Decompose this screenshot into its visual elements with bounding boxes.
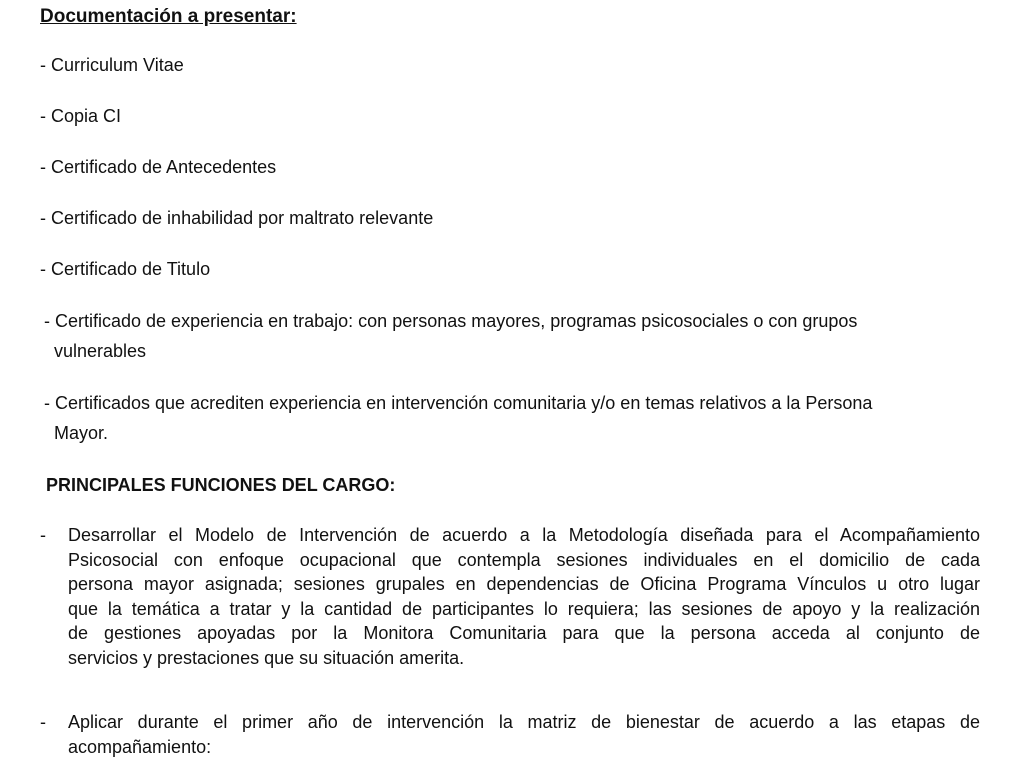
doc-item-inhabilidad: - Certificado de inhabilidad por maltrato relevante [40,208,434,228]
doc-item-copia-ci: - Copia CI [40,106,122,126]
function-line: persona mayor asignada; sesiones grupales en dependencias de Oficina Programa Vínculos u otro lugar [68,574,980,594]
function-line: Psicosocial con enfoque ocupacional que contempla sesiones individuales en el domicilio de cada [68,549,980,570]
doc-item-experiencia-line1: - Certificado de experiencia en trabajo: con personas mayores, programas psicosociales o con grupos [44,311,858,331]
function-item-bullet: - [40,525,46,545]
function-line: de gestiones apoyadas por la Monitora Comunitaria para que la persona acceda al conjunto de [68,623,980,643]
doc-item-comunitaria-line2: Mayor. [54,423,109,443]
function-line: acompañamiento: [68,736,212,757]
doc-item-titulo: - Certificado de Titulo [40,259,211,279]
function-line: Desarrollar el Modelo de Intervención de acuerdo a la Metodología diseñada para el Acompañamiento [68,525,980,545]
doc-item-curriculum: - Curriculum Vitae [40,55,184,75]
function-line: que la temática a tratar y la cantidad de participantes lo requiera; las sesiones de apoyo y la realización [68,598,980,619]
function-item-text [68,523,980,670]
functions-heading: PRINCIPALES FUNCIONES DEL CARGO: [46,475,396,495]
function-item-bullet: - [40,712,46,732]
doc-item-experiencia [44,306,984,366]
doc-item-experiencia-line2: vulnerables [54,341,147,361]
doc-item-comunitaria-line1: - Certificados que acrediten experiencia en intervención comunitaria y/o en temas relativos a la Persona [44,393,873,413]
doc-item-antecedentes: - Certificado de Antecedentes [40,157,277,177]
function-item-text [68,710,980,759]
doc-item-comunitaria [44,388,984,448]
function-line: servicios y prestaciones que su situación amerita. [68,647,465,668]
function-line: Aplicar durante el primer año de intervención la matriz de bienestar de acuerdo a las etapas de [68,712,980,732]
documentation-heading: Documentación a presentar: [40,6,297,27]
